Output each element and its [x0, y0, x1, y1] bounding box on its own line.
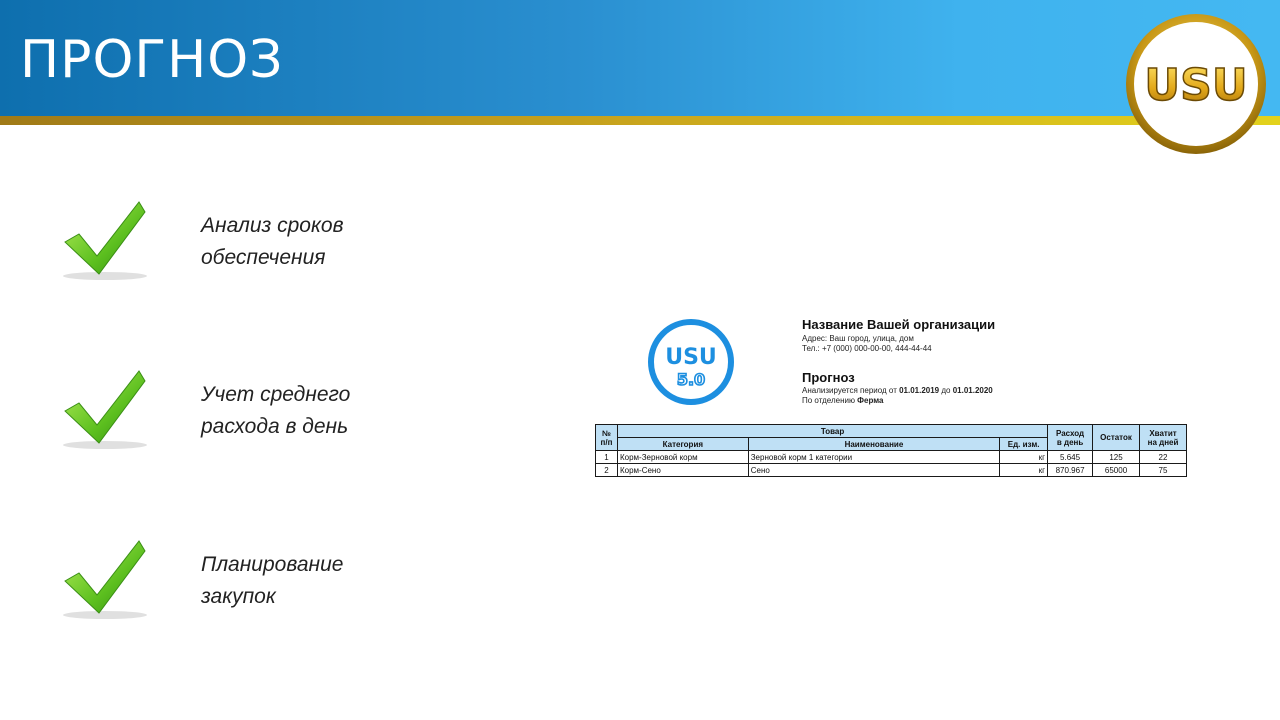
bullet-text-1 [201, 210, 441, 274]
header-remaining: Остаток [1093, 425, 1140, 451]
bullet-item-2 [55, 369, 455, 459]
report-department [802, 396, 884, 405]
bullet-line: Учет среднего [201, 383, 351, 406]
doc-logo-text-bottom: 5.0 [676, 370, 706, 389]
cell-num: 2 [596, 464, 618, 477]
header-text: Хватит [1149, 428, 1177, 438]
header-days [1140, 425, 1187, 451]
header-text: Расход [1055, 428, 1085, 438]
org-phone: Тел.: +7 (000) 000-00-00, 444-44-44 [802, 344, 932, 353]
header-text: в день [1056, 437, 1084, 447]
cell-remaining: 65000 [1093, 464, 1140, 477]
checkmark-icon [55, 369, 155, 453]
forecast-table [595, 424, 1187, 477]
period-to: 01.01.2020 [952, 386, 993, 395]
header-product: Товар [617, 425, 1047, 438]
period-mid: до [939, 386, 953, 395]
usu-5-logo-icon [648, 319, 734, 405]
header-gold-stripe [0, 116, 1280, 125]
usu-logo-icon [1124, 12, 1268, 156]
bullet-line: расхода в день [201, 415, 349, 438]
bullet-text-2 [201, 379, 441, 443]
cell-category: Корм-Сено [617, 464, 748, 477]
cell-usage: 870.967 [1048, 464, 1093, 477]
period-from: 01.01.2019 [899, 386, 940, 395]
table-row [596, 464, 1187, 477]
cell-unit: кг [1000, 451, 1048, 464]
checkmark-icon [55, 539, 155, 623]
bullet-line: Анализ сроков [201, 214, 344, 237]
bullet-item-1 [55, 200, 455, 290]
header-name: Наименование [748, 438, 999, 451]
cell-days: 22 [1140, 451, 1187, 464]
cell-remaining: 125 [1093, 451, 1140, 464]
cell-unit: кг [1000, 464, 1048, 477]
table-row [596, 451, 1187, 464]
department-prefix: По отделению [802, 396, 858, 405]
period-prefix: Анализируется период от [802, 386, 900, 395]
bullet-line: Планирование [201, 553, 344, 576]
usu-logo-text: USU [1144, 60, 1248, 111]
cell-usage: 5.645 [1048, 451, 1093, 464]
bullet-line: обеспечения [201, 246, 326, 269]
header-category: Категория [617, 438, 748, 451]
report-preview [595, 316, 1195, 486]
report-title: Прогноз [802, 370, 855, 385]
cell-name: Зерновой корм 1 категории [748, 451, 999, 464]
cell-days: 75 [1140, 464, 1187, 477]
org-name: Название Вашей организации [802, 317, 996, 332]
header-text: п/п [600, 437, 613, 447]
doc-logo-text-top: USU [665, 345, 717, 370]
checkmark-icon [55, 200, 155, 284]
header-text: № [602, 428, 611, 438]
header-unit: Ед. изм. [1000, 438, 1048, 451]
header-text: на дней [1147, 437, 1179, 447]
org-address: Адрес: Ваш город, улица, дом [802, 334, 914, 343]
slide-title: ПРОГНОЗ [20, 30, 284, 90]
header-num [596, 425, 618, 451]
bullet-item-3 [55, 539, 455, 629]
department-name: Ферма [857, 396, 884, 405]
report-period [802, 386, 993, 395]
header-usage [1048, 425, 1093, 451]
cell-name: Сено [748, 464, 999, 477]
bullet-text-3 [201, 549, 441, 613]
cell-category: Корм-Зерновой корм [617, 451, 748, 464]
bullet-line: закупок [201, 585, 276, 608]
cell-num: 1 [596, 451, 618, 464]
